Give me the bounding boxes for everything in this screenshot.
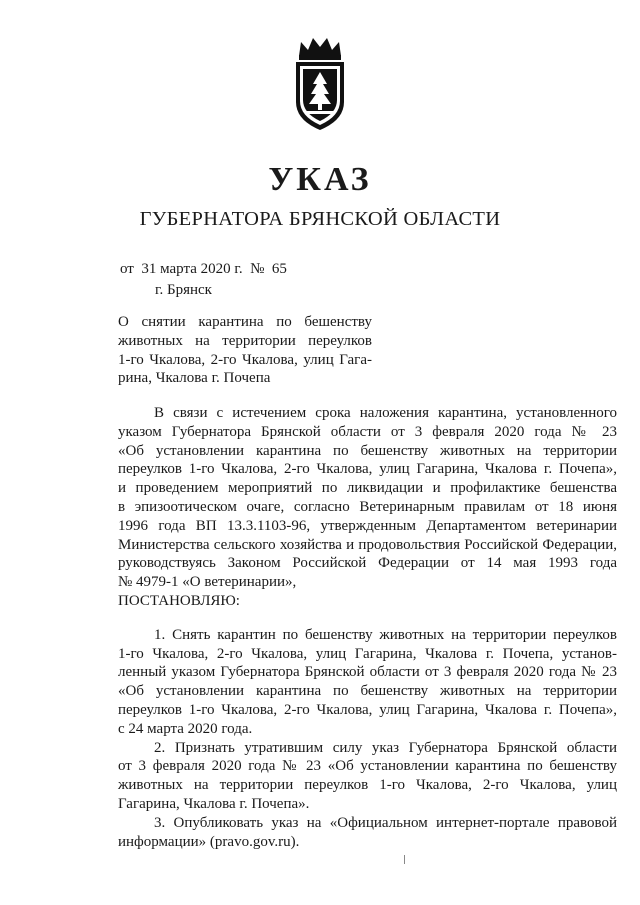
body-line: 2. Признать утратившим силу указ Губернатора Брянской области: [154, 739, 617, 756]
document-subject: [118, 313, 372, 388]
body-line: и проведением мероприятий по ликвидации и профилактике бешенства: [118, 480, 617, 497]
document-issuer: ГУБЕРНАТОРА БРЯНСКОЙ ОБЛАСТИ: [139, 208, 501, 230]
body-line: переулков 1-го Чкалова, 2-го Чкалова, улиц Гагарина, Чкалова г. Почепа»,: [118, 461, 617, 478]
number-sign: №: [250, 261, 265, 277]
document-title: УКАЗ: [268, 161, 372, 198]
date-line: [120, 259, 287, 279]
document-body: [118, 404, 617, 851]
scan-mark: [404, 855, 405, 864]
body-line: 1. Снять карантин по бешенству животных на территории переулков: [154, 626, 617, 643]
body-line: № 4979-1 «О ветеринарии»,: [118, 574, 297, 591]
body-line: ленный указом Губернатора Брянской области от 3 февраля 2020 года № 23: [118, 664, 617, 681]
body-line: в эпизоотическом очаге, согласно Ветеринарным правилам от 18 июня: [118, 498, 617, 515]
body-line: переулков 1-го Чкалова, 2-го Чкалова, улиц Гагарина, Чкалова г. Почепа»,: [118, 701, 617, 718]
body-line: руководствуясь Законом Российской Федерации от 14 мая 1993 года: [118, 555, 617, 572]
document-number: 65: [271, 261, 287, 277]
body-line: В связи с истечением срока наложения карантина, установленного: [154, 405, 617, 421]
decree-word: ПОСТАНОВЛЯЮ:: [118, 592, 240, 609]
body-line: Гагарина, Чкалова г. Почепа».: [118, 795, 310, 812]
subject-line: О снятии карантина по бешенству: [118, 314, 372, 330]
bryansk-coat-of-arms-icon: [289, 34, 351, 134]
body-line: «Об установлении карантина по бешенству животных на территории: [118, 442, 617, 459]
body-line: животных на территории переулков 1-го Чкалова, 2-го Чкалова, улиц: [118, 777, 617, 794]
subject-line: рина, Чкалова г. Почепа: [118, 370, 271, 387]
subject-line: животных на территории переулков: [118, 332, 372, 349]
decree-item-3: [118, 814, 617, 852]
body-line: Министерства сельского хозяйства и продовольствия Российской Федерации,: [118, 536, 617, 553]
decree-item-1: [118, 626, 617, 739]
body-line: 1-го Чкалова, 2-го Чкалова, улиц Гагарина, Чкалова г. Почепа, установ-: [118, 645, 617, 662]
body-line: от 3 февраля 2020 года № 23 «Об установлении карантина по бешенству: [118, 758, 617, 775]
body-line: с 24 марта 2020 года.: [118, 720, 253, 737]
body-line: 3. Опубликовать указ на «Официальном интернет-портале правовой: [154, 814, 617, 831]
body-line: указом Губернатора Брянской области от 3 февраля 2020 года № 23: [118, 423, 617, 440]
preamble-paragraph: [118, 404, 617, 592]
document-date: 31 марта 2020 г.: [141, 261, 243, 277]
decree-item-2: [118, 739, 617, 814]
date-prefix: от: [120, 261, 134, 277]
body-line: 1996 года ВП 13.3.1103-96, утвержденным Департаментом ветеринарии: [118, 517, 617, 534]
document-city: г. Брянск: [155, 282, 212, 298]
body-line: «Об установлении карантина по бешенству животных на территории: [118, 683, 617, 700]
subject-line: 1-го Чкалова, 2-го Чкалова, улиц Гага-: [118, 351, 372, 368]
body-line: информации» (pravo.gov.ru).: [118, 833, 300, 850]
